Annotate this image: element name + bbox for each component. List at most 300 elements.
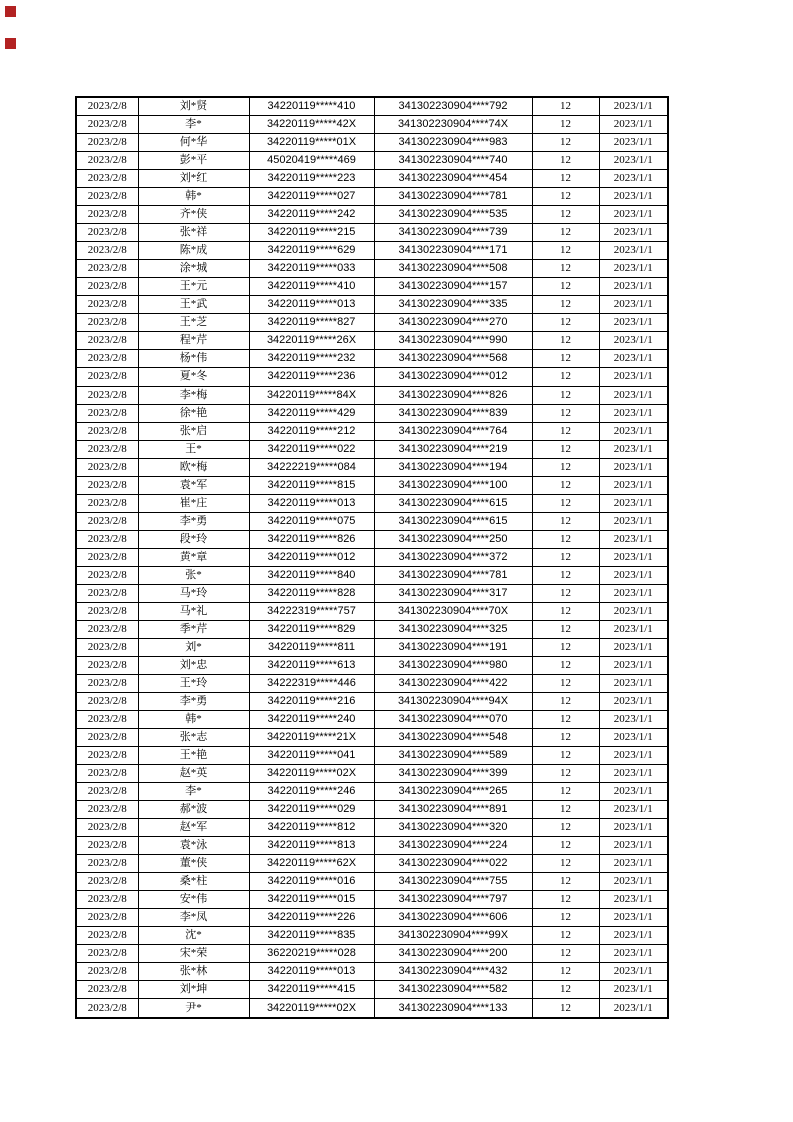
name-cell: 李*勇 [138, 512, 249, 530]
record-number-cell: 341302230904****454 [374, 170, 532, 188]
reg-date-cell: 2023/2/8 [76, 386, 138, 404]
id-number-cell: 34220119*****629 [249, 242, 374, 260]
table-row [76, 944, 668, 962]
start-date-cell: 2023/1/1 [599, 242, 668, 260]
id-number-cell: 34222219*****084 [249, 458, 374, 476]
reg-date-cell: 2023/2/8 [76, 800, 138, 818]
name-cell: 刘*忠 [138, 656, 249, 674]
id-number-cell: 34220119*****033 [249, 260, 374, 278]
table-row [76, 620, 668, 638]
name-cell: 马*礼 [138, 602, 249, 620]
name-cell: 陈*成 [138, 242, 249, 260]
id-number-cell: 34220119*****223 [249, 170, 374, 188]
reg-date-cell: 2023/2/8 [76, 710, 138, 728]
table-row [76, 981, 668, 999]
record-number-cell: 341302230904****317 [374, 584, 532, 602]
months-cell: 12 [532, 422, 599, 440]
start-date-cell: 2023/1/1 [599, 656, 668, 674]
name-cell: 马*玲 [138, 584, 249, 602]
table-row [76, 656, 668, 674]
table-row [76, 134, 668, 152]
table-row [76, 800, 668, 818]
months-cell: 12 [532, 296, 599, 314]
reg-date-cell: 2023/2/8 [76, 134, 138, 152]
record-number-cell: 341302230904****399 [374, 764, 532, 782]
name-cell: 徐*艳 [138, 404, 249, 422]
record-number-cell: 341302230904****764 [374, 422, 532, 440]
name-cell: 王*艳 [138, 746, 249, 764]
name-cell: 刘*红 [138, 170, 249, 188]
record-number-cell: 341302230904****839 [374, 404, 532, 422]
name-cell: 韩* [138, 188, 249, 206]
table-row [76, 548, 668, 566]
start-date-cell: 2023/1/1 [599, 458, 668, 476]
table-row [76, 818, 668, 836]
table-row [76, 332, 668, 350]
reg-date-cell: 2023/2/8 [76, 404, 138, 422]
id-number-cell: 34220119*****829 [249, 620, 374, 638]
table-row [76, 242, 668, 260]
id-number-cell: 34220119*****62X [249, 854, 374, 872]
table-row [76, 674, 668, 692]
reg-date-cell: 2023/2/8 [76, 999, 138, 1018]
reg-date-cell: 2023/2/8 [76, 296, 138, 314]
record-number-cell: 341302230904****265 [374, 782, 532, 800]
id-number-cell: 34220119*****26X [249, 332, 374, 350]
reg-date-cell: 2023/2/8 [76, 566, 138, 584]
months-cell: 12 [532, 999, 599, 1018]
months-cell: 12 [532, 350, 599, 368]
months-cell: 12 [532, 710, 599, 728]
record-number-cell: 341302230904****194 [374, 458, 532, 476]
id-number-cell: 34220119*****015 [249, 890, 374, 908]
months-cell: 12 [532, 170, 599, 188]
name-cell: 杨*伟 [138, 350, 249, 368]
table-row [76, 278, 668, 296]
id-number-cell: 34220119*****813 [249, 836, 374, 854]
months-cell: 12 [532, 728, 599, 746]
start-date-cell: 2023/1/1 [599, 386, 668, 404]
record-number-cell: 341302230904****797 [374, 890, 532, 908]
start-date-cell: 2023/1/1 [599, 999, 668, 1018]
record-number-cell: 341302230904****535 [374, 206, 532, 224]
start-date-cell: 2023/1/1 [599, 908, 668, 926]
record-number-cell: 341302230904****615 [374, 512, 532, 530]
name-cell: 王* [138, 440, 249, 458]
record-number-cell: 341302230904****781 [374, 566, 532, 584]
reg-date-cell: 2023/2/8 [76, 963, 138, 981]
months-cell: 12 [532, 530, 599, 548]
table-row [76, 908, 668, 926]
table-row [76, 530, 668, 548]
months-cell: 12 [532, 800, 599, 818]
name-cell: 袁*泳 [138, 836, 249, 854]
table-row [76, 638, 668, 656]
id-number-cell: 34220119*****410 [249, 97, 374, 116]
months-cell: 12 [532, 188, 599, 206]
table-row [76, 746, 668, 764]
record-number-cell: 341302230904****508 [374, 260, 532, 278]
record-number-cell: 341302230904****422 [374, 674, 532, 692]
record-number-cell: 341302230904****200 [374, 944, 532, 962]
months-cell: 12 [532, 548, 599, 566]
name-cell: 崔*庄 [138, 494, 249, 512]
reg-date-cell: 2023/2/8 [76, 872, 138, 890]
table-row [76, 872, 668, 890]
months-cell: 12 [532, 692, 599, 710]
months-cell: 12 [532, 566, 599, 584]
months-cell: 12 [532, 260, 599, 278]
reg-date-cell: 2023/2/8 [76, 494, 138, 512]
id-number-cell: 34220119*****016 [249, 872, 374, 890]
id-number-cell: 34220119*****013 [249, 963, 374, 981]
record-number-cell: 341302230904****191 [374, 638, 532, 656]
table-row [76, 692, 668, 710]
id-number-cell: 34220119*****246 [249, 782, 374, 800]
reg-date-cell: 2023/2/8 [76, 548, 138, 566]
table-row [76, 926, 668, 944]
start-date-cell: 2023/1/1 [599, 674, 668, 692]
reg-date-cell: 2023/2/8 [76, 620, 138, 638]
name-cell: 刘*贤 [138, 97, 249, 116]
id-number-cell: 45020419*****469 [249, 152, 374, 170]
start-date-cell: 2023/1/1 [599, 476, 668, 494]
months-cell: 12 [532, 908, 599, 926]
reg-date-cell: 2023/2/8 [76, 854, 138, 872]
start-date-cell: 2023/1/1 [599, 314, 668, 332]
record-number-cell: 341302230904****022 [374, 854, 532, 872]
record-number-cell: 341302230904****432 [374, 963, 532, 981]
record-number-cell: 341302230904****335 [374, 296, 532, 314]
name-cell: 何*华 [138, 134, 249, 152]
reg-date-cell: 2023/2/8 [76, 584, 138, 602]
name-cell: 李*勇 [138, 692, 249, 710]
record-number-cell: 341302230904****582 [374, 981, 532, 999]
table-row [76, 512, 668, 530]
reg-date-cell: 2023/2/8 [76, 476, 138, 494]
record-number-cell: 341302230904****74X [374, 116, 532, 134]
reg-date-cell: 2023/2/8 [76, 836, 138, 854]
id-number-cell: 34220119*****075 [249, 512, 374, 530]
reg-date-cell: 2023/2/8 [76, 332, 138, 350]
start-date-cell: 2023/1/1 [599, 260, 668, 278]
name-cell: 涂*城 [138, 260, 249, 278]
reg-date-cell: 2023/2/8 [76, 512, 138, 530]
name-cell: 董*侠 [138, 854, 249, 872]
record-number-cell: 341302230904****372 [374, 548, 532, 566]
record-number-cell: 341302230904****615 [374, 494, 532, 512]
table-row [76, 170, 668, 188]
reg-date-cell: 2023/2/8 [76, 530, 138, 548]
reg-date-cell: 2023/2/8 [76, 890, 138, 908]
table-row [76, 314, 668, 332]
id-number-cell: 34220119*****012 [249, 548, 374, 566]
months-cell: 12 [532, 602, 599, 620]
id-number-cell: 34220119*****232 [249, 350, 374, 368]
record-number-cell: 341302230904****990 [374, 332, 532, 350]
record-number-cell: 341302230904****157 [374, 278, 532, 296]
months-cell: 12 [532, 458, 599, 476]
table-row [76, 458, 668, 476]
start-date-cell: 2023/1/1 [599, 746, 668, 764]
reg-date-cell: 2023/2/8 [76, 818, 138, 836]
start-date-cell: 2023/1/1 [599, 638, 668, 656]
months-cell: 12 [532, 440, 599, 458]
name-cell: 齐*侠 [138, 206, 249, 224]
name-cell: 赵*军 [138, 818, 249, 836]
table-row [76, 404, 668, 422]
name-cell: 张*志 [138, 728, 249, 746]
start-date-cell: 2023/1/1 [599, 963, 668, 981]
reg-date-cell: 2023/2/8 [76, 638, 138, 656]
table-row [76, 368, 668, 386]
months-cell: 12 [532, 584, 599, 602]
table-row [76, 494, 668, 512]
months-cell: 12 [532, 782, 599, 800]
id-number-cell: 34220119*****811 [249, 638, 374, 656]
start-date-cell: 2023/1/1 [599, 566, 668, 584]
months-cell: 12 [532, 638, 599, 656]
start-date-cell: 2023/1/1 [599, 728, 668, 746]
table-row [76, 206, 668, 224]
id-number-cell: 34220119*****812 [249, 818, 374, 836]
reg-date-cell: 2023/2/8 [76, 368, 138, 386]
table-row [76, 260, 668, 278]
record-number-cell: 341302230904****891 [374, 800, 532, 818]
table-row [76, 152, 668, 170]
reg-date-cell: 2023/2/8 [76, 728, 138, 746]
start-date-cell: 2023/1/1 [599, 584, 668, 602]
id-number-cell: 34220119*****02X [249, 764, 374, 782]
months-cell: 12 [532, 224, 599, 242]
table-row [76, 116, 668, 134]
id-number-cell: 34220119*****041 [249, 746, 374, 764]
name-cell: 段*玲 [138, 530, 249, 548]
name-cell: 张*祥 [138, 224, 249, 242]
months-cell: 12 [532, 656, 599, 674]
months-cell: 12 [532, 872, 599, 890]
table-row [76, 97, 668, 116]
reg-date-cell: 2023/2/8 [76, 188, 138, 206]
name-cell: 李*梅 [138, 386, 249, 404]
months-cell: 12 [532, 494, 599, 512]
start-date-cell: 2023/1/1 [599, 494, 668, 512]
reg-date-cell: 2023/2/8 [76, 981, 138, 999]
table-row [76, 584, 668, 602]
table-row [76, 710, 668, 728]
months-cell: 12 [532, 926, 599, 944]
table-row [76, 188, 668, 206]
name-cell: 李*凤 [138, 908, 249, 926]
table-row [76, 566, 668, 584]
start-date-cell: 2023/1/1 [599, 404, 668, 422]
name-cell: 宋*荣 [138, 944, 249, 962]
start-date-cell: 2023/1/1 [599, 944, 668, 962]
name-cell: 李* [138, 116, 249, 134]
start-date-cell: 2023/1/1 [599, 818, 668, 836]
months-cell: 12 [532, 386, 599, 404]
reg-date-cell: 2023/2/8 [76, 908, 138, 926]
name-cell: 王*玲 [138, 674, 249, 692]
reg-date-cell: 2023/2/8 [76, 944, 138, 962]
red-square-marker [5, 6, 16, 17]
reg-date-cell: 2023/2/8 [76, 602, 138, 620]
table-row [76, 296, 668, 314]
name-cell: 张* [138, 566, 249, 584]
record-number-cell: 341302230904****739 [374, 224, 532, 242]
record-number-cell: 341302230904****270 [374, 314, 532, 332]
id-number-cell: 34222319*****446 [249, 674, 374, 692]
record-number-cell: 341302230904****792 [374, 97, 532, 116]
start-date-cell: 2023/1/1 [599, 872, 668, 890]
start-date-cell: 2023/1/1 [599, 692, 668, 710]
months-cell: 12 [532, 476, 599, 494]
months-cell: 12 [532, 152, 599, 170]
reg-date-cell: 2023/2/8 [76, 746, 138, 764]
start-date-cell: 2023/1/1 [599, 512, 668, 530]
table-row [76, 854, 668, 872]
reg-date-cell: 2023/2/8 [76, 152, 138, 170]
start-date-cell: 2023/1/1 [599, 981, 668, 999]
records-table-body [76, 97, 668, 1018]
id-number-cell: 34220119*****613 [249, 656, 374, 674]
name-cell: 程*芹 [138, 332, 249, 350]
start-date-cell: 2023/1/1 [599, 422, 668, 440]
table-row [76, 890, 668, 908]
start-date-cell: 2023/1/1 [599, 764, 668, 782]
start-date-cell: 2023/1/1 [599, 890, 668, 908]
reg-date-cell: 2023/2/8 [76, 224, 138, 242]
record-number-cell: 341302230904****224 [374, 836, 532, 854]
reg-date-cell: 2023/2/8 [76, 206, 138, 224]
id-number-cell: 34220119*****212 [249, 422, 374, 440]
table-row [76, 836, 668, 854]
start-date-cell: 2023/1/1 [599, 332, 668, 350]
months-cell: 12 [532, 134, 599, 152]
months-cell: 12 [532, 512, 599, 530]
start-date-cell: 2023/1/1 [599, 836, 668, 854]
id-number-cell: 34220119*****21X [249, 728, 374, 746]
start-date-cell: 2023/1/1 [599, 548, 668, 566]
table-row [76, 440, 668, 458]
record-number-cell: 341302230904****133 [374, 999, 532, 1018]
start-date-cell: 2023/1/1 [599, 97, 668, 116]
reg-date-cell: 2023/2/8 [76, 764, 138, 782]
id-number-cell: 34220119*****236 [249, 368, 374, 386]
table-row [76, 999, 668, 1018]
name-cell: 赵*英 [138, 764, 249, 782]
records-table [75, 96, 669, 1019]
start-date-cell: 2023/1/1 [599, 854, 668, 872]
record-number-cell: 341302230904****548 [374, 728, 532, 746]
record-number-cell: 341302230904****012 [374, 368, 532, 386]
months-cell: 12 [532, 674, 599, 692]
months-cell: 12 [532, 944, 599, 962]
record-number-cell: 341302230904****568 [374, 350, 532, 368]
record-number-cell: 341302230904****219 [374, 440, 532, 458]
start-date-cell: 2023/1/1 [599, 188, 668, 206]
start-date-cell: 2023/1/1 [599, 530, 668, 548]
name-cell: 刘* [138, 638, 249, 656]
months-cell: 12 [532, 332, 599, 350]
record-number-cell: 341302230904****589 [374, 746, 532, 764]
id-number-cell: 34220119*****226 [249, 908, 374, 926]
id-number-cell: 34220119*****029 [249, 800, 374, 818]
record-number-cell: 341302230904****070 [374, 710, 532, 728]
months-cell: 12 [532, 242, 599, 260]
id-number-cell: 34220119*****027 [249, 188, 374, 206]
id-number-cell: 34220119*****835 [249, 926, 374, 944]
reg-date-cell: 2023/2/8 [76, 278, 138, 296]
id-number-cell: 36220219*****028 [249, 944, 374, 962]
id-number-cell: 34220119*****022 [249, 440, 374, 458]
name-cell: 欧*梅 [138, 458, 249, 476]
start-date-cell: 2023/1/1 [599, 620, 668, 638]
start-date-cell: 2023/1/1 [599, 368, 668, 386]
id-number-cell: 34220119*****42X [249, 116, 374, 134]
months-cell: 12 [532, 314, 599, 332]
name-cell: 尹* [138, 999, 249, 1018]
months-cell: 12 [532, 963, 599, 981]
id-number-cell: 34220119*****840 [249, 566, 374, 584]
red-square-marker [5, 38, 16, 49]
start-date-cell: 2023/1/1 [599, 152, 668, 170]
months-cell: 12 [532, 746, 599, 764]
record-number-cell: 341302230904****250 [374, 530, 532, 548]
reg-date-cell: 2023/2/8 [76, 242, 138, 260]
reg-date-cell: 2023/2/8 [76, 116, 138, 134]
record-number-cell: 341302230904****781 [374, 188, 532, 206]
months-cell: 12 [532, 368, 599, 386]
reg-date-cell: 2023/2/8 [76, 350, 138, 368]
id-number-cell: 34220119*****216 [249, 692, 374, 710]
record-number-cell: 341302230904****94X [374, 692, 532, 710]
table-row [76, 386, 668, 404]
id-number-cell: 34220119*****02X [249, 999, 374, 1018]
id-number-cell: 34220119*****240 [249, 710, 374, 728]
name-cell: 张*林 [138, 963, 249, 981]
record-number-cell: 341302230904****980 [374, 656, 532, 674]
months-cell: 12 [532, 836, 599, 854]
name-cell: 沈* [138, 926, 249, 944]
start-date-cell: 2023/1/1 [599, 926, 668, 944]
reg-date-cell: 2023/2/8 [76, 97, 138, 116]
reg-date-cell: 2023/2/8 [76, 422, 138, 440]
table-row [76, 764, 668, 782]
table-row [76, 476, 668, 494]
name-cell: 郝*波 [138, 800, 249, 818]
record-number-cell: 341302230904****100 [374, 476, 532, 494]
start-date-cell: 2023/1/1 [599, 350, 668, 368]
record-number-cell: 341302230904****755 [374, 872, 532, 890]
record-number-cell: 341302230904****99X [374, 926, 532, 944]
start-date-cell: 2023/1/1 [599, 116, 668, 134]
record-number-cell: 341302230904****606 [374, 908, 532, 926]
months-cell: 12 [532, 404, 599, 422]
start-date-cell: 2023/1/1 [599, 800, 668, 818]
months-cell: 12 [532, 206, 599, 224]
id-number-cell: 34220119*****84X [249, 386, 374, 404]
id-number-cell: 34220119*****242 [249, 206, 374, 224]
name-cell: 安*伟 [138, 890, 249, 908]
id-number-cell: 34220119*****415 [249, 981, 374, 999]
start-date-cell: 2023/1/1 [599, 782, 668, 800]
id-number-cell: 34220119*****827 [249, 314, 374, 332]
record-number-cell: 341302230904****70X [374, 602, 532, 620]
start-date-cell: 2023/1/1 [599, 440, 668, 458]
reg-date-cell: 2023/2/8 [76, 260, 138, 278]
id-number-cell: 34220119*****01X [249, 134, 374, 152]
